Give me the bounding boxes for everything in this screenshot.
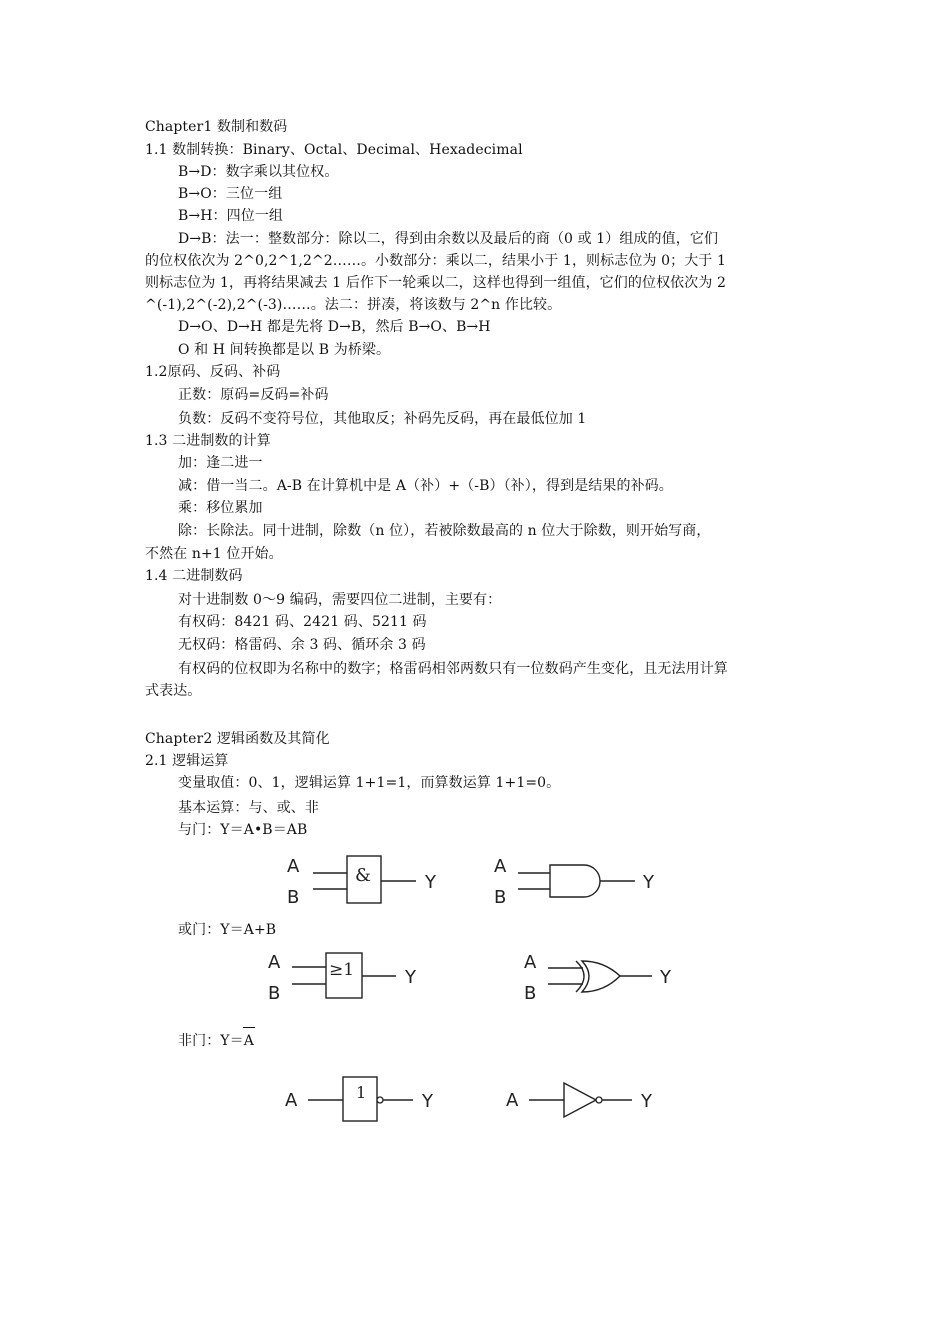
output-y-label: Y xyxy=(660,967,671,988)
mul-line: 乘：移位累加 xyxy=(178,500,263,516)
input-b-label: B xyxy=(524,983,537,1004)
not-gate-rect-diagram xyxy=(283,1075,453,1125)
weighted-code-line: 有权码：8421 码、2421 码、5211 码 xyxy=(178,614,427,630)
output-y-label: Y xyxy=(643,872,654,893)
output-y-label: Y xyxy=(641,1091,652,1112)
input-a-label: A xyxy=(524,952,537,973)
div-line-1: 除：长除法。同十进制，除数（n 位），若被除数最高的 n 位大于除数，则开始写商， xyxy=(178,523,711,539)
not-gate-shape-diagram xyxy=(504,1075,674,1125)
basic-ops-line: 基本运算：与、或、非 xyxy=(178,800,319,816)
or-gate-shape-diagram xyxy=(520,948,690,1004)
not-symbol: 1 xyxy=(356,1083,367,1102)
input-a-label: A xyxy=(506,1090,519,1111)
or-symbol: ≥1 xyxy=(329,960,355,980)
section-1-2-heading: 1.2原码、反码、补码 xyxy=(145,364,281,380)
input-a-label: A xyxy=(268,952,281,973)
section-2-1-heading: 2.1 逻辑运算 xyxy=(145,753,229,769)
code-note-line-2: 式表达。 xyxy=(145,683,202,699)
div-line-2: 不然在 n+1 位开始。 xyxy=(145,546,283,562)
and-gate-rect-diagram xyxy=(283,850,453,910)
output-y-label: Y xyxy=(425,872,436,893)
input-b-label: B xyxy=(287,887,300,908)
d-to-oh-line: D→O、D→H 都是先将 D→B，然后 B→O、B→H xyxy=(178,319,491,335)
code-note-line-1: 有权码的位权即为名称中的数字；格雷码相邻两数只有一位数码产生变化，且无法用计算 xyxy=(178,661,728,677)
negative-code-line: 负数：反码不变符号位，其他取反；补码先反码，再在最低位加 1 xyxy=(178,411,587,427)
section-1-1-heading: 1.1 数制转换：Binary、Octal、Decimal、Hexadecimal xyxy=(145,142,523,158)
b-to-o-line: B→O：三位一组 xyxy=(178,186,283,202)
output-y-label: Y xyxy=(422,1091,433,1112)
and-symbol: & xyxy=(355,865,372,886)
input-a-label: A xyxy=(285,1090,298,1111)
section-1-4-heading: 1.4 二进制数码 xyxy=(145,568,243,584)
b-to-d-line: B→D：数字乘以其位权。 xyxy=(178,164,339,180)
logic-values-line: 变量取值：0、1，逻辑运算 1+1=1，而算数运算 1+1=0。 xyxy=(178,775,561,791)
and-gate-shape-diagram xyxy=(490,850,670,910)
input-a-label: A xyxy=(287,856,300,877)
input-b-label: B xyxy=(268,983,281,1004)
chapter2-title: Chapter2 逻辑函数及其简化 xyxy=(145,731,330,747)
or-gate-rect-diagram xyxy=(266,948,436,1004)
d-to-b-line-1: D→B：法一：整数部分：除以二，得到由余数以及最后的商（0 或 1）组成的值，它们 xyxy=(178,231,719,247)
o-h-line: O 和 H 间转换都是以 B 为桥梁。 xyxy=(178,342,391,358)
not-a-operand: A xyxy=(244,1030,254,1052)
chapter1-title: Chapter1 数制和数码 xyxy=(145,119,288,135)
d-to-b-line-2: 的位权依次为 2^0,2^1,2^2……。小数部分：乘以二，结果小于 1，则标志位为 0；大于 1 xyxy=(145,253,726,269)
not-gate-formula xyxy=(178,1030,843,1052)
positive-code-line: 正数：原码=反码=补码 xyxy=(178,387,329,403)
b-to-h-line: B→H：四位一组 xyxy=(178,208,284,224)
input-a-label: A xyxy=(494,856,507,877)
unweighted-code-line: 无权码：格雷码、余 3 码、循环余 3 码 xyxy=(178,637,426,653)
not-gate-formula-prefix: 非门：Y＝ xyxy=(178,1033,244,1049)
section-1-3-heading: 1.3 二进制数的计算 xyxy=(145,433,271,449)
d-to-b-line-4: ^(-1),2^(-2),2^(-3)……。法二：拼凑，将该数与 2^n 作比较。 xyxy=(145,297,562,313)
d-to-b-line-3: 则标志位为 1，再将结果减去 1 后作下一轮乘以二，这样也得到一组值，它们的位权依次为 2 xyxy=(145,275,727,291)
bcd-intro-line: 对十进制数 0～9 编码，需要四位二进制，主要有： xyxy=(178,592,502,608)
sub-line: 减：借一当二。A-B 在计算机中是 A（补）+（-B）（补），得到是结果的补码。 xyxy=(178,478,673,494)
output-y-label: Y xyxy=(405,967,416,988)
add-line: 加：逢二进一 xyxy=(178,455,263,471)
or-gate-formula: 或门：Y＝A+B xyxy=(178,922,277,938)
input-b-label: B xyxy=(494,887,507,908)
and-gate-formula: 与门：Y＝A•B＝AB xyxy=(178,822,308,838)
